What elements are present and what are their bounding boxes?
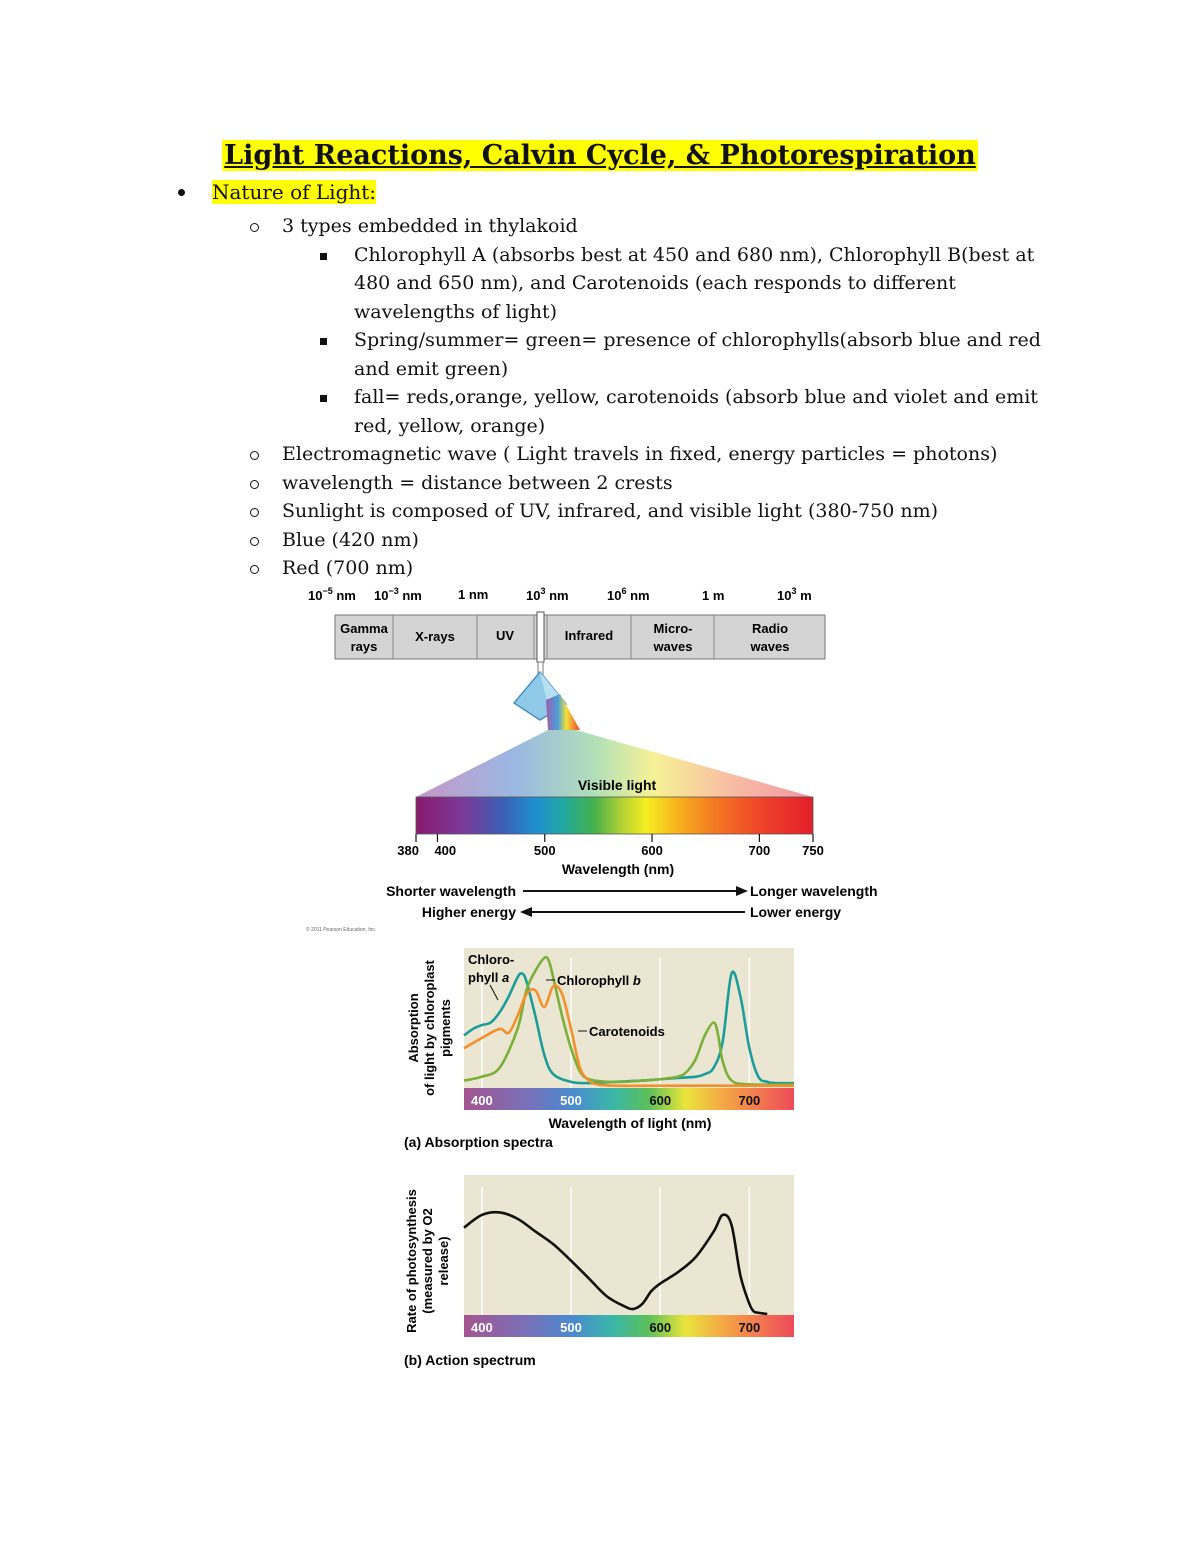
tick-label: 500 xyxy=(560,1093,582,1108)
band-label: Radio xyxy=(751,621,789,636)
visible-axis-ticks xyxy=(397,834,824,858)
tick-label: 600 xyxy=(649,1093,672,1108)
list-item: Electromagnetic wave ( Light travels in fixed, energy particles = photons) xyxy=(248,440,1048,469)
svg-text:release): release) xyxy=(436,1236,451,1286)
shorter-wavelength-label: Shorter wavelength xyxy=(386,883,516,899)
tick-label: 700 xyxy=(738,1320,761,1335)
copyright-note: © 2011 Pearson Education, Inc. xyxy=(306,927,377,933)
wavelength-scale xyxy=(308,586,812,603)
scale-label: 1 m xyxy=(702,588,725,603)
visible-spectrum-bar xyxy=(416,797,813,834)
scale-label: $10^{-3}$ nm xyxy=(374,586,422,603)
higher-energy-label: Higher energy xyxy=(421,904,516,920)
svg-text:Absorption: Absorption xyxy=(406,993,421,1063)
list-item: Blue (420 nm) xyxy=(248,526,1048,555)
svg-text:pigments: pigments xyxy=(438,999,453,1057)
tick-label: 700 xyxy=(738,1093,761,1108)
band-label: rays xyxy=(350,639,378,654)
band-label: Infrared xyxy=(564,628,614,643)
tick-label: 750 xyxy=(802,843,824,858)
list-item: Sunlight is composed of UV, infrared, and visible light (380-750 nm) xyxy=(248,497,1048,526)
svg-text:(measured by O2: (measured by O2 xyxy=(420,1208,435,1314)
svg-text:Rate of photosynthesis: Rate of photosynthesis xyxy=(404,1189,419,1333)
chart-title: (b) Action spectrum xyxy=(404,1352,536,1368)
tick-label: 380 xyxy=(397,843,419,858)
scale-label: $10^{-5}$ nm xyxy=(308,586,356,603)
wavelength-arrows xyxy=(306,883,878,933)
chart-title: (a) Absorption spectra xyxy=(404,1134,553,1150)
band-label: Gamma xyxy=(340,621,388,636)
y-axis-label xyxy=(404,1189,451,1333)
svg-text:of light by chloroplast: of light by chloroplast xyxy=(422,960,437,1096)
list-item: 3 types embedded in thylakoid Chlorophyll A (absorbs best at 450 and 680 nm), Chlorophyll B(best at 480 and 650 nm), and Carotenoids (each responds to different wavelengths of light) Spring/summer= green= presence of chlorophylls(absorb blue and red and emit green) fall= reds,orange, yellow, carotenoids (absorb blue and violet and emit red, yellow, orange) xyxy=(248,212,1048,440)
absorption-spectra-chart xyxy=(380,940,820,1160)
list-item: Red (700 nm) xyxy=(248,554,1048,583)
tick-label: 500 xyxy=(533,843,556,858)
document-title: Light Reactions, Calvin Cycle, & Photorespiration xyxy=(224,140,976,171)
scale-label: $10^3$ m xyxy=(777,586,812,603)
band-label: UV xyxy=(495,628,515,643)
band-label: Micro- xyxy=(653,621,693,636)
tick-label: 500 xyxy=(560,1320,582,1335)
scale-label: $10^6$ nm xyxy=(607,586,650,603)
arrowhead-left-icon xyxy=(520,907,532,917)
y-axis-label xyxy=(406,959,453,1095)
tick-label: 600 xyxy=(649,1320,672,1335)
x-axis-label: Wavelength of light (nm) xyxy=(548,1115,712,1131)
section-heading: Nature of Light: xyxy=(212,180,377,204)
tick-label: 400 xyxy=(470,1093,493,1108)
arrowhead-right-icon xyxy=(736,886,748,896)
axis-label: Wavelength (nm) xyxy=(561,861,675,877)
tick-label: 700 xyxy=(748,843,771,858)
tick-label: 400 xyxy=(434,843,457,858)
sub-list-item: Spring/summer= green= presence of chlorophylls(absorb blue and red and emit green) xyxy=(318,326,1054,383)
sub-list-item: Chlorophyll A (absorbs best at 450 and 680 nm), Chlorophyll B(best at 480 and 650 nm), and Carotenoids (each responds to different wavelengths of light) xyxy=(318,241,1054,327)
band-label: X-rays xyxy=(415,629,455,644)
tick-label: 600 xyxy=(641,843,663,858)
action-spectrum-chart xyxy=(380,1165,820,1375)
sub-list-item: fall= reds,orange, yellow, carotenoids (absorb blue and violet and emit red, yellow, orange) xyxy=(318,383,1054,440)
scale-label: $10^3$ nm xyxy=(526,586,569,603)
list-item: wavelength = distance between 2 crests xyxy=(248,469,1048,498)
longer-wavelength-label: Longer wavelength xyxy=(750,883,878,899)
chlorophyll-a-label: phyll a xyxy=(468,970,510,985)
band-label: waves xyxy=(653,639,693,654)
chlorophyll-a-label: Chloro- xyxy=(468,952,515,967)
visible-light-label: Visible light xyxy=(577,777,657,793)
tick-label: 400 xyxy=(470,1320,493,1335)
carotenoids-label: Carotenoids xyxy=(589,1024,665,1039)
scale-label: 1 nm xyxy=(458,587,489,602)
band-label: waves xyxy=(750,639,790,654)
prism-icon xyxy=(514,662,580,730)
chlorophyll-b-label: Chlorophyll b xyxy=(557,973,641,988)
lower-energy-label: Lower energy xyxy=(750,904,842,920)
spectrum-bands-bar xyxy=(335,612,825,662)
